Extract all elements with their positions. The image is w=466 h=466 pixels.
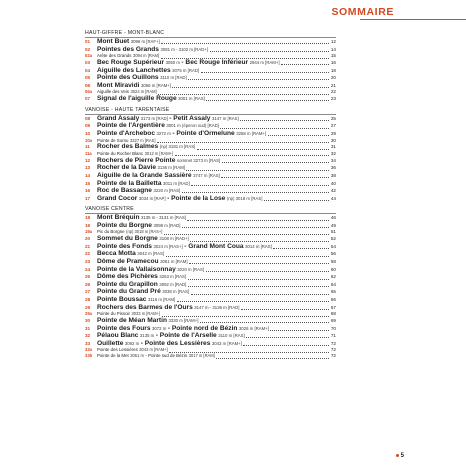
entry-page-number: 64 — [330, 281, 336, 287]
entry-page-number: 56 — [330, 251, 336, 257]
entry-detail: 3173 m [RAD] — [140, 115, 168, 121]
entry-name: Mont Bréquin — [97, 214, 140, 222]
entry-name: Dôme des Pichères — [97, 273, 158, 281]
entry-name: Pointe du Grand Pré — [97, 288, 161, 296]
entry-name: Pointe de la Bailletta — [97, 179, 162, 187]
entry-number: 17 — [85, 195, 91, 201]
dot-leader — [187, 219, 329, 221]
entry-detail-secondary: 3147 m [RAS] — [211, 115, 239, 121]
entry-detail: 3011 m [RAD] — [163, 180, 190, 186]
entry-number: 22 — [85, 251, 91, 257]
entry-page-number: 68 — [330, 311, 336, 317]
entry-detail: 3038 m [RAS] — [162, 289, 189, 295]
entry-page-number: 62 — [330, 274, 336, 280]
entry-page-number: 49 — [330, 222, 336, 228]
entry-page-number: 60 — [330, 266, 336, 272]
entry-number: 11 — [85, 144, 90, 150]
dot-leader — [243, 344, 329, 346]
entry-detail: 3072 m — [152, 325, 167, 331]
entry-page-number: 71 — [330, 333, 336, 339]
entry-number: 08 — [85, 115, 91, 121]
entry-number: 18 — [85, 215, 91, 221]
dot-leader — [191, 293, 330, 295]
entry-number: 28 — [85, 297, 91, 303]
entry-detail: 3061 m — [130, 353, 144, 359]
entry-name-secondary: - Grand Mont Coua — [184, 242, 244, 250]
toc-entry[interactable] — [85, 258, 336, 266]
entry-detail: 3263 m [RAS] — [159, 274, 187, 280]
entry-name: Arête des Grands — [97, 53, 132, 59]
entry-number: 15 — [85, 180, 91, 186]
toc-entry[interactable] — [85, 130, 336, 138]
toc-entry[interactable] — [85, 82, 336, 90]
entry-detail-secondary: 3043 m [RAM+] — [211, 340, 242, 346]
entry-detail: 3034 m [RAP] — [138, 195, 166, 201]
entry-detail: 3081 m - 3102 m [RAD+] — [160, 46, 209, 52]
entry-detail-secondary: 3258 m [RAM+] — [236, 130, 267, 136]
dot-leader — [190, 240, 329, 242]
dot-leader — [220, 127, 329, 129]
entry-name: Aiguille des Lanchettes — [97, 66, 171, 74]
entry-detail: 3135 m — [139, 333, 155, 339]
entry-name-secondary: - Pointe d'Ormelune — [172, 129, 235, 137]
entry-page-number: 65 — [330, 289, 336, 295]
entry-detail: 3024 m [RAM] — [130, 89, 157, 95]
entry-name: Rocher de la Davie — [97, 164, 157, 172]
dot-leader — [221, 176, 329, 178]
entry-page-number: 30 — [330, 137, 336, 143]
entry-detail-secondary: 3026 m [RAM+] — [238, 325, 269, 331]
entry-page-number: 27 — [330, 123, 336, 129]
dot-leader — [188, 78, 329, 80]
entry-page-number: 58 — [330, 259, 336, 265]
entry-name: Pélaou Blanc — [97, 332, 139, 340]
dot-leader — [172, 86, 329, 88]
entry-number: 30 — [85, 318, 91, 323]
dot-leader — [188, 285, 330, 287]
toc-entry[interactable] — [85, 288, 336, 296]
entry-detail: 3043 m [RAM+] — [139, 347, 168, 353]
entry-number: 06 — [85, 82, 91, 88]
dot-leader — [191, 184, 329, 186]
entry-name-secondary: - Pointe de l'Arselle — [155, 332, 217, 340]
dot-leader — [201, 71, 330, 73]
toc-entry[interactable] — [85, 304, 336, 312]
entry-page-number: 42 — [330, 188, 336, 194]
toc-entry[interactable] — [85, 122, 336, 130]
entry-page-number: 20 — [330, 75, 336, 81]
dot-leader — [222, 161, 330, 163]
toc-entry[interactable] — [85, 250, 336, 258]
entry-name: Rocher des Balmes — [97, 143, 159, 151]
entry-detail: 3061 m [RAM] — [160, 259, 188, 265]
toc-entry[interactable] — [85, 281, 336, 289]
entry-number: 06a — [85, 89, 92, 95]
toc-entry[interactable] — [85, 180, 336, 188]
dot-leader — [189, 262, 329, 264]
toc-entry[interactable] — [85, 273, 336, 281]
entry-number: 04 — [85, 67, 91, 73]
toc-entry[interactable] — [85, 243, 336, 251]
entry-number: 23 — [85, 259, 91, 265]
entry-name: Pointe de la Vallaisonnay — [97, 265, 176, 273]
toc-entry[interactable] — [85, 74, 336, 82]
entry-page-number: 22 — [330, 89, 336, 95]
entry-page-number: 14 — [330, 46, 336, 52]
entry-detail: 3108 m [RAD+] — [159, 236, 189, 242]
entry-page-number: 15 — [330, 53, 336, 59]
entry-page-number: 18 — [330, 67, 336, 73]
entry-detail: 3092 m — [124, 340, 140, 346]
entry-number: 33a — [85, 347, 92, 353]
toc-entry[interactable] — [85, 164, 336, 172]
toc-entry[interactable] — [85, 172, 336, 180]
entry-detail: 3116 m [RAM] — [147, 297, 176, 303]
entry-detail-secondary: (np) 3018 m [RAS] — [226, 195, 263, 201]
entry-number: 07 — [85, 96, 91, 102]
entry-name: Pointe des Ouillons — [97, 74, 159, 82]
entry-number: 32 — [85, 333, 91, 339]
entry-detail: 3098 m [RAD] — [153, 222, 181, 228]
entry-name: Pointe des Lessières — [97, 347, 138, 353]
entry-detail: 3042 m [RAS] — [137, 251, 165, 257]
dot-leader — [206, 99, 329, 101]
entry-name: Mont Miravidi — [97, 81, 140, 89]
entry-name: Pointe de la Met — [97, 353, 129, 359]
entry-detail: 3227 m [RAS] — [130, 137, 156, 143]
entry-page-number: 40 — [330, 180, 336, 186]
entry-page-number: 52 — [330, 236, 336, 242]
entry-name-secondary: - Pointe de la Lose — [167, 194, 226, 202]
entry-detail: 3092 m [RAD] — [159, 281, 187, 287]
entry-page-number: 51 — [330, 229, 336, 235]
entry-detail: 3050 m — [165, 59, 180, 65]
dot-leader — [273, 247, 329, 249]
entry-name: Becca Motta — [97, 250, 136, 258]
toc-entry[interactable] — [85, 296, 336, 304]
entry-detail: 3012 m [RAM+] — [144, 150, 174, 156]
entry-page-number: 70 — [330, 325, 336, 331]
entry-number: 09 — [85, 123, 91, 129]
entry-page-number: 36 — [330, 165, 336, 171]
toc-entry[interactable] — [85, 195, 336, 203]
entry-number: 05 — [85, 75, 91, 81]
dot-leader — [216, 357, 329, 359]
entry-name: Pointe d'Archeboc — [97, 129, 155, 137]
entry-detail: 3024 m [RAS+] — [153, 243, 183, 249]
toc-entry[interactable] — [85, 235, 336, 243]
folio-number: 5 — [400, 453, 404, 459]
dot-leader — [240, 119, 329, 121]
entry-number: 19 — [85, 222, 91, 228]
toc-entry[interactable] — [85, 317, 336, 325]
dot-leader — [200, 321, 329, 323]
entry-number: 11a — [85, 150, 92, 156]
entry-detail: 3094 m [RAM] — [132, 53, 160, 59]
entry-detail: 3147 m - 3136 m [RAD] — [194, 304, 240, 310]
toc-entry[interactable] — [85, 38, 336, 46]
dot-leader — [161, 42, 329, 44]
entry-name: Pointe des Fours — [97, 324, 151, 332]
entry-page-number: 32 — [330, 150, 336, 156]
entry-name: Pointe de Méan Martin — [97, 317, 167, 324]
toc-entry[interactable] — [85, 46, 336, 54]
dot-leader — [182, 191, 330, 193]
dot-leader — [182, 226, 329, 228]
entry-number: 01 — [85, 39, 91, 44]
entry-page-number: 16 — [330, 59, 336, 65]
dot-leader — [188, 278, 330, 280]
section-heading: HAUT-GIFFRE - MONT-BLANC — [85, 30, 336, 38]
toc-entry[interactable] — [85, 187, 336, 195]
entry-detail: 3020 m [RAS] — [177, 266, 205, 272]
entry-name: Rochers des Barmes de l'Ours — [97, 303, 193, 311]
toc-entry[interactable] — [85, 143, 336, 151]
dot-leader — [264, 199, 329, 201]
entry-detail: 3135 m - 3131 m [RAS] — [141, 215, 186, 221]
entry-number: 02 — [85, 46, 91, 52]
entry-name: Pointe du Pissoir — [97, 311, 130, 317]
section-heading: VANOISE - HAUTE TARENTAISE — [85, 107, 336, 115]
toc-entry[interactable] — [85, 340, 336, 348]
entry-detail-secondary: 3110 m [RAS] — [218, 333, 245, 339]
entry-detail: 3001 m [RAS] — [178, 96, 205, 102]
entry-number: 29a — [85, 311, 92, 317]
entry-number: 10a — [85, 137, 92, 143]
entry-detail: 3110 m [RAD] — [160, 75, 187, 81]
entry-name: Rochers de Pierre Pointe — [97, 156, 176, 164]
entry-page-number: 29 — [330, 130, 336, 136]
entry-detail: (np) 3018 m [RAS+] — [126, 229, 163, 235]
entry-name: Aiguille des Veis — [97, 89, 129, 95]
entry-number: 21 — [85, 243, 91, 249]
entry-detail: sommet 3273 m [RAS] — [176, 157, 221, 163]
dot-leader — [206, 270, 330, 272]
entry-name: Pointe du Rocher Blanc — [97, 150, 144, 156]
dot-leader — [281, 63, 329, 65]
entry-detail-secondary: 3014 m [RAS] — [245, 243, 272, 249]
entry-name: Dôme de Pramecou — [97, 258, 159, 266]
entry-name: Pointe Boussac — [97, 296, 147, 304]
entry-detail: 3220 m [RAS] — [153, 188, 181, 194]
entry-name: Pointe du Borgne — [97, 221, 152, 229]
entry-detail-secondary: 2944 m [RAM+] — [249, 59, 280, 65]
toc-entry[interactable] — [85, 222, 336, 230]
entry-number: 16 — [85, 188, 91, 194]
entry-page-number: 38 — [330, 172, 336, 178]
dot-leader — [210, 50, 330, 52]
entry-detail-secondary: 3017 m [RAM] — [188, 353, 215, 359]
toc-entry[interactable] — [85, 214, 336, 222]
entry-number: 12 — [85, 157, 91, 163]
entry-page-number: 72 — [330, 340, 336, 346]
entry-name: Aiguille de la Grande Sassière — [97, 171, 192, 179]
toc-entry[interactable] — [85, 115, 336, 123]
toc-entry[interactable] — [85, 266, 336, 274]
entry-number: 31 — [85, 325, 91, 331]
entry-page-number: 44 — [330, 195, 336, 201]
toc-entry[interactable] — [85, 67, 336, 75]
entry-name: Pointes des Grands — [97, 45, 159, 53]
entry-page-number: 67 — [330, 304, 336, 310]
entry-page-number: 25 — [330, 115, 336, 121]
entry-page-number: 72 — [330, 353, 336, 359]
entry-number: 27 — [85, 289, 91, 295]
entry-number: 24 — [85, 266, 91, 272]
dot-leader — [270, 329, 329, 331]
dot-leader — [177, 300, 330, 302]
entry-name-secondary: - Petit Assaly — [169, 114, 211, 122]
entry-name-secondary: - Pointe nord de Bézin — [167, 324, 238, 332]
entry-page-number: 23 — [330, 96, 336, 102]
entry-page-number: 54 — [330, 243, 336, 249]
entry-name: Mont Buet — [97, 38, 130, 45]
entry-number: 33 — [85, 340, 91, 346]
entry-name: Signal de l'aiguille Rouge — [97, 95, 177, 103]
page-title: SOMMAIRE — [331, 6, 394, 18]
entry-page-number: 69 — [330, 318, 336, 323]
entry-detail: 3096 m [RAF+] — [130, 39, 160, 44]
entry-name-secondary: - Pointe sud de Bézin — [145, 353, 188, 359]
entry-name: Bec Rouge Supérieur — [97, 58, 165, 66]
entry-name: Grand Assaly — [97, 114, 140, 122]
entry-detail: (np) 3181 m [RAS] — [159, 144, 196, 150]
entry-number: 29 — [85, 304, 91, 310]
entry-number: 10 — [85, 130, 91, 136]
entry-detail: 3033 m [RAM+] — [131, 311, 161, 317]
entry-name: Sommet du Borgne — [97, 235, 158, 243]
section-heading: VANOISE CENTRE — [85, 206, 336, 214]
entry-page-number: 66 — [330, 297, 336, 303]
toc-entry[interactable] — [85, 332, 336, 340]
entry-name: Pointe du Grapillon — [97, 280, 158, 288]
entry-detail: 3075 m [RAD] — [172, 67, 200, 73]
entry-page-number: 12 — [330, 39, 336, 44]
entry-detail: 3001 m (éperon sud) [RAD] — [166, 123, 219, 129]
entry-name: Pointe des Fonds — [97, 242, 152, 250]
entry-name: Pointe de l'Argentière — [97, 122, 165, 130]
entry-name: Pointe de Sornu — [97, 137, 129, 143]
entry-page-number: 46 — [330, 215, 336, 221]
toc-entry[interactable] — [85, 59, 336, 67]
bullet-icon — [396, 454, 399, 457]
dot-leader — [166, 255, 330, 257]
toc-subentry[interactable] — [85, 353, 336, 359]
dot-leader — [246, 336, 329, 338]
entry-name-secondary: - Bec Rouge Inférieur — [181, 58, 249, 66]
dot-leader — [186, 169, 329, 171]
entry-detail: 3272 m — [156, 130, 171, 136]
entry-number: 20 — [85, 236, 91, 242]
entry-detail: 3330 m [RAM+] — [168, 318, 199, 323]
entry-number: 33b — [85, 353, 93, 359]
dot-leader — [268, 134, 330, 136]
toc-entry[interactable] — [85, 157, 336, 165]
entry-name: Grand Cocor — [97, 194, 138, 202]
table-of-contents — [85, 30, 336, 359]
entry-name: Roc de Bassagne — [97, 187, 152, 195]
dot-leader — [241, 308, 329, 310]
entry-page-number: 31 — [330, 144, 336, 150]
entry-number: 19a — [85, 229, 92, 235]
page-folio — [396, 453, 404, 459]
entry-detail: 3066 m [RAM+] — [141, 82, 171, 88]
entry-number: 25 — [85, 274, 91, 280]
entry-detail: 3747 m [RAS] — [193, 172, 220, 178]
entry-name: Pic du Borgne — [97, 229, 125, 235]
dot-leader — [197, 148, 330, 150]
entry-name: Ouillette — [97, 339, 124, 347]
entry-number: 03 — [85, 59, 91, 65]
entry-page-number: 21 — [330, 82, 336, 88]
entry-name-secondary: - Pointe des Lessières — [140, 339, 211, 347]
entry-number: 14 — [85, 172, 91, 178]
toc-entry[interactable] — [85, 325, 336, 333]
entry-number: 26 — [85, 281, 91, 287]
entry-number: 02a — [85, 53, 92, 59]
entry-page-number: 72 — [330, 347, 336, 353]
entry-number: 13 — [85, 165, 91, 171]
entry-detail: 3136 m [RAM] — [157, 165, 185, 171]
title-rule — [360, 19, 466, 20]
entry-page-number: 34 — [330, 157, 336, 163]
toc-entry[interactable] — [85, 95, 336, 103]
